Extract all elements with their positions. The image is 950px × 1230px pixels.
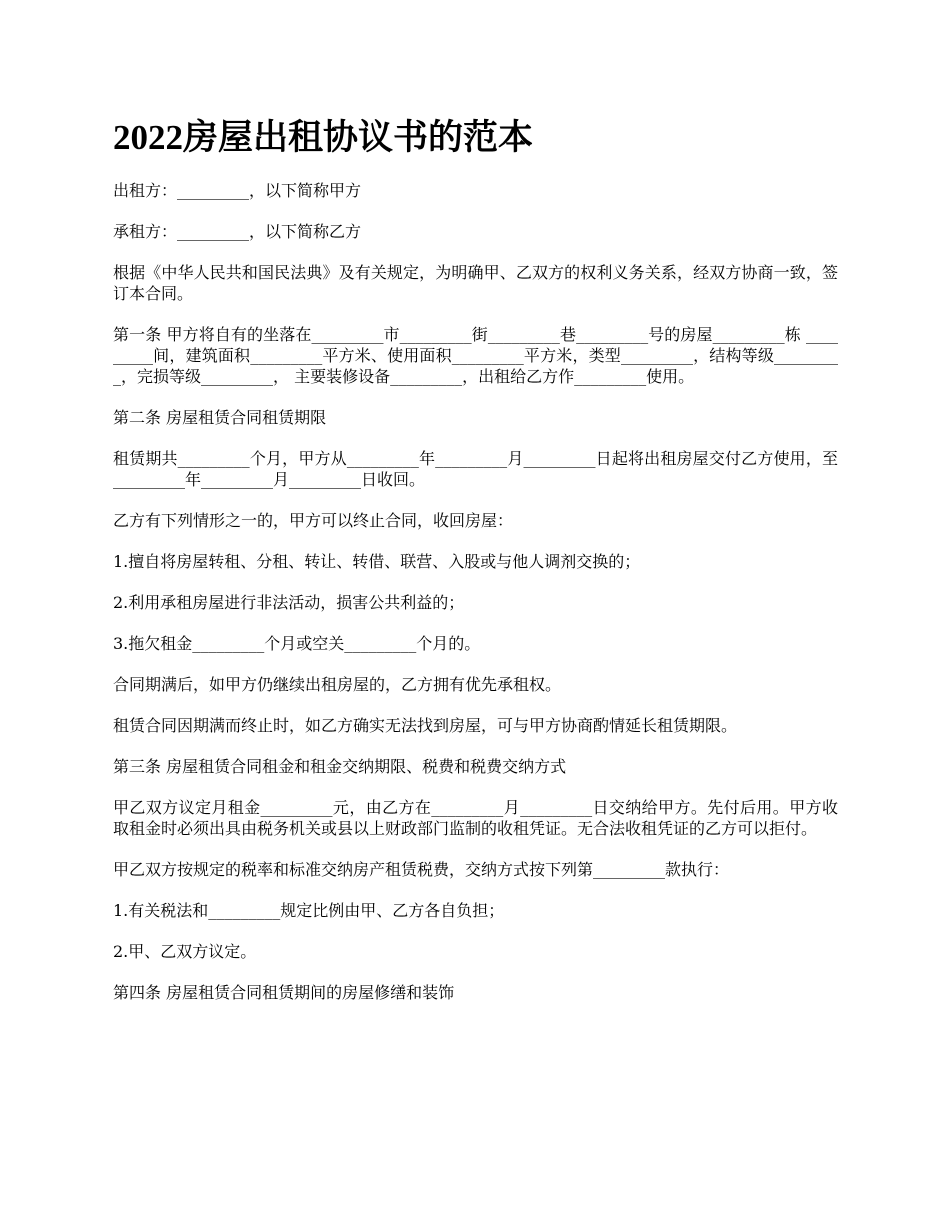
document-title: 2022房屋出租协议书的范本 [113,118,534,157]
list-item-termination-3: 3.拖欠租金_________个月或空关_________个月的。 [113,634,481,653]
paragraph-article-1: 第一条 甲方将自有的坐落在_________市_________街_________巷_________号的房屋_________栋 _________间，建筑面积_________平方米、使用面积_________平方米，类型_________，结构等级_________，完损等级_________， 主要装修设备_________，出租给乙方作_________使用。 [113,325,838,386]
paragraph-rent: 甲乙双方议定月租金_________元，由乙方在_________月_________日交纳给甲方。先付后用。甲方收取租金时必须出具由税务机关或县以上财政部门监制的收租凭证。无合法收租凭证的乙方可以拒付。 [113,798,838,838]
paragraph-termination-intro: 乙方有下列情形之一的，甲方可以终止合同，收回房屋： [113,511,514,530]
paragraph-lessor: 出租方：_________，以下简称甲方 [113,181,362,200]
heading-article-2: 第二条 房屋租赁合同租赁期限 [113,408,327,427]
document-page [113,0,838,1023]
paragraph-lessee: 承租方：_________，以下简称乙方 [113,222,362,241]
paragraph-extension: 租赁合同因期满而终止时，如乙方确实无法找到房屋，可与甲方协商酌情延长租赁期限。 [113,716,738,735]
paragraph-lease-term: 租赁期共_________个月，甲方从_________年_________月_________日起将出租房屋交付乙方使用，至_________年_________月_________日收回。 [113,449,838,489]
paragraph-preamble: 根据《中华人民共和国民法典》及有关规定，为明确甲、乙双方的权利义务关系，经双方协商一致，签订本合同。 [113,263,838,303]
heading-article-4: 第四条 房屋租赁合同租赁期间的房屋修缮和装饰 [113,983,455,1002]
paragraph-priority-right: 合同期满后，如甲方仍继续出租房屋的，乙方拥有优先承租权。 [113,675,562,694]
heading-article-3: 第三条 房屋租赁合同租金和租金交纳期限、税费和税费交纳方式 [113,757,567,776]
document-body [113,180,838,1003]
paragraph-tax: 甲乙双方按规定的税率和标准交纳房产租赁税费，交纳方式按下列第_________款执行： [113,860,730,879]
list-item-termination-2: 2.利用承租房屋进行非法活动，损害公共利益的； [113,593,465,612]
list-item-tax-2: 2.甲、乙双方议定。 [113,942,257,961]
list-item-termination-1: 1.擅自将房屋转租、分租、转让、转借、联营、入股或与他人调剂交换的； [113,552,641,571]
list-item-tax-1: 1.有关税法和_________规定比例由甲、乙方各自负担； [113,901,505,920]
